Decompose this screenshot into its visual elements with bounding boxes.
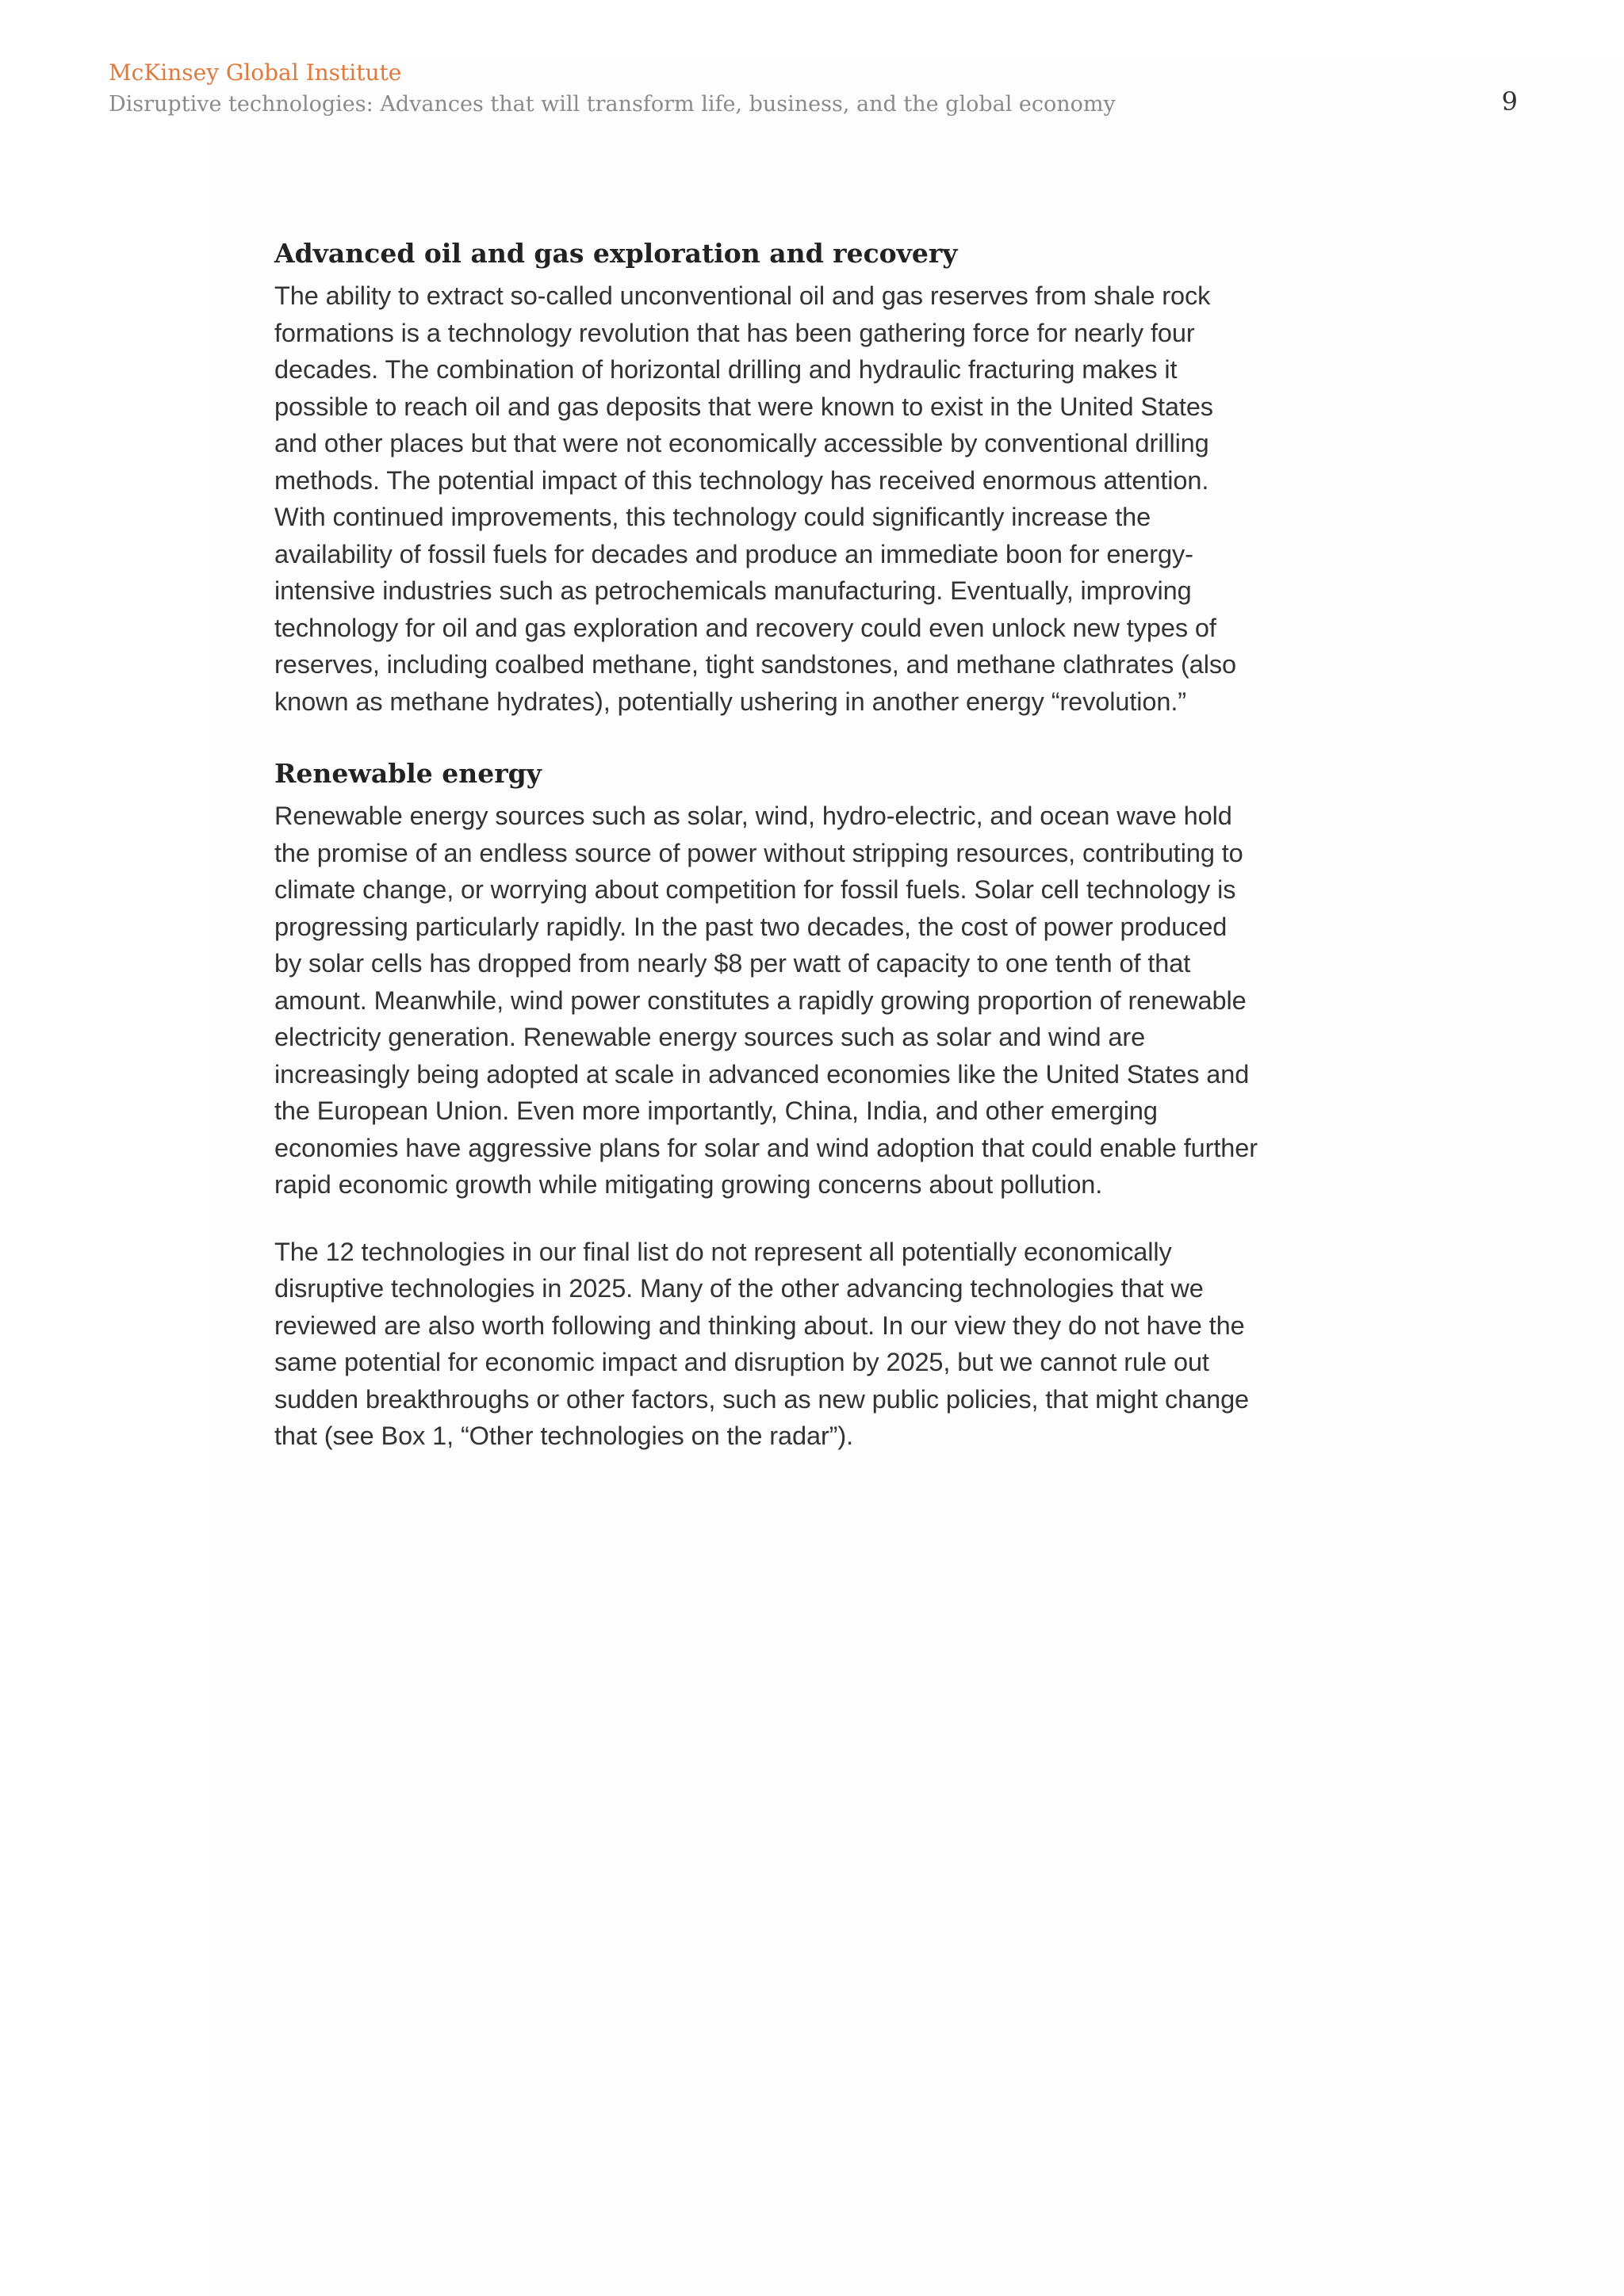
section-renewable-energy <box>274 755 1258 1455</box>
paragraph-oil-gas: The ability to extract so-called unconventional oil and gas reserves from shale rock formations is a technology revolution that has been gathering force for nearly four decades. The combination of horizontal drilling and hydraulic fracturing makes it possible to reach oil and gas deposits that were known to exist in the United States and other places but that were not economically accessible by conventional drilling methods. The potential impact of this technology has received enormous attention. With continued improvements, this technology could significantly increase the availability of fossil fuels for decades and produce an immediate boon for energy-intensive industries such as petrochemicals manufacturing. Eventually, improving technology for oil and gas exploration and recovery could even unlock new types of reserves, including coalbed methane, tight sandstones, and methane clathrates (also known as methane hydrates), potentially ushering in another energy “revolution.” <box>274 281 1236 716</box>
section-spacer <box>274 720 1258 755</box>
running-header <box>109 57 1536 121</box>
section-heading-oil-gas: Advanced oil and gas exploration and recovery <box>274 238 958 269</box>
paragraph-spacer <box>274 1203 1258 1234</box>
section-oil-gas <box>274 235 1258 720</box>
paragraph-technology-list: The 12 technologies in our final list do not represent all potentially economically disruptive technologies in 2025. Many of the other advancing technologies that we reviewed are also worth following and thinking about. In our view they do not have the same potential for economic impact and disruption by 2025, but we cannot rule out sudden breakthroughs or other factors, such as new public policies, that might change that (see Box 1, “Other technologies on the radar”). <box>274 1237 1250 1450</box>
report-title: Disruptive technologies: Advances that will transform life, business, and the global economy <box>109 92 1116 117</box>
page-number: 9 <box>1501 86 1518 117</box>
paragraph-renewable-energy: Renewable energy sources such as solar, wind, hydro-electric, and ocean wave hold the promise of an endless source of power without stripping resources, contributing to climate change, or worrying about competition for fossil fuels. Solar cell technology is progressing particularly rapidly. In the past two decades, the cost of power produced by solar cells has dropped from nearly $8 per watt of capacity to one tenth of that amount. Meanwhile, wind power constitutes a rapidly growing proportion of renewable electricity generation. Renewable energy sources such as solar and wind are increasingly being adopted at scale in advanced economies like the United States and the European Union. Even more importantly, China, India, and other emerging economies have aggressive plans for solar and wind adoption that could enable further rapid economic growth while mitigating growing concerns about pollution. <box>274 802 1258 1199</box>
main-content <box>274 235 1258 1455</box>
section-heading-renewable-energy: Renewable energy <box>274 758 542 789</box>
publisher-name: McKinsey Global Institute <box>109 59 402 86</box>
